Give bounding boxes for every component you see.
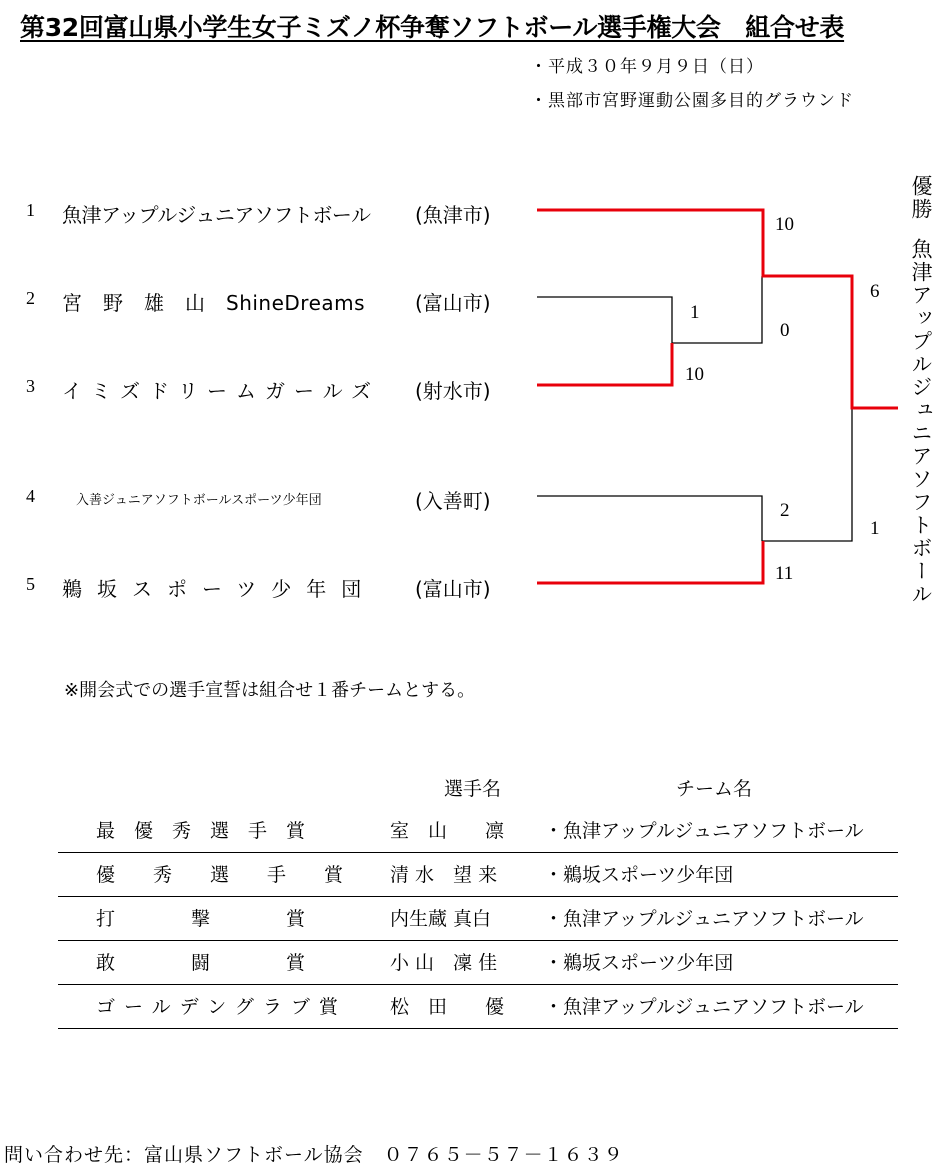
score-team3-round1: 10	[685, 364, 704, 385]
team-1-city: (魚津市)	[415, 203, 491, 227]
team-1-name: 魚津アップルジュニアソフトボール	[62, 203, 371, 227]
award-row	[58, 896, 898, 941]
award-row	[58, 940, 898, 985]
award-player: 内生蔵 真白	[390, 908, 492, 930]
champion-label: 優勝	[909, 175, 933, 221]
team-4-city: (入善町)	[415, 489, 491, 513]
winner-line-team5	[537, 541, 763, 583]
awards-header-player: 選手名	[444, 778, 502, 800]
event-venue: ・黒部市宮野運動公園多目的グラウンド	[530, 91, 854, 111]
team-3-number: 3	[26, 376, 35, 396]
winner-line-team3	[537, 343, 672, 385]
award-player: 小 山 凜 佳	[390, 952, 498, 974]
team-2-number: 2	[26, 288, 35, 308]
award-name: 優 秀 選 手 賞	[96, 864, 344, 886]
award-name: ゴールデングラブ賞	[96, 996, 347, 1018]
team-5-number: 5	[26, 574, 35, 594]
bracket-line-final-bottom	[762, 408, 852, 541]
award-player: 清 水 望 来	[390, 864, 498, 886]
team-4-name: 入善ジュニアソフトボールスポーツ少年団	[76, 493, 322, 508]
award-team: ・魚津アップルジュニアソフトボール	[544, 996, 864, 1018]
award-team: ・鵜坂スポーツ少年団	[544, 952, 734, 974]
award-team: ・魚津アップルジュニアソフトボール	[544, 908, 864, 930]
score-final-top: 6	[870, 281, 880, 302]
score-team1-semifinal: 10	[775, 214, 794, 235]
bracket-lines-red	[537, 210, 898, 583]
score-team5-semifinal: 11	[775, 563, 794, 584]
event-date: ・平成３０年９月９日（日）	[530, 57, 764, 77]
award-name: 敢 闘 賞	[96, 952, 306, 974]
team-4-number: 4	[26, 486, 35, 506]
award-team: ・鵜坂スポーツ少年団	[544, 864, 734, 886]
page-title: 第32回富山県小学生女子ミズノ杯争奪ソフトボール選手権大会 組合せ表	[20, 13, 845, 42]
award-row	[58, 852, 898, 897]
team-2-city: (富山市)	[415, 291, 491, 315]
bracket-line-team2	[537, 297, 672, 343]
team-1-number: 1	[26, 200, 35, 220]
team-3-name: イミズドリームガールズ	[62, 379, 380, 403]
score-final-bottom: 1	[870, 518, 880, 539]
champion-path-line	[537, 210, 898, 408]
award-name: 打 撃 賞	[96, 908, 306, 930]
awards-header-team: チーム名	[676, 778, 753, 800]
award-team: ・魚津アップルジュニアソフトボール	[544, 820, 864, 842]
champion-team: 魚津アップルジュニアソフトボール	[909, 238, 933, 606]
award-row	[58, 984, 898, 1029]
score-team3-semifinal: 0	[780, 320, 790, 341]
opening-ceremony-note: ※開会式での選手宣誓は組合せ１番チームとする。	[64, 680, 476, 701]
team-2-name: 宮 野 雄 山 ShineDreams	[62, 291, 366, 315]
award-player: 松 田 優	[390, 996, 505, 1018]
score-team2-round1: 1	[690, 302, 700, 323]
bracket-line-team4	[537, 496, 762, 541]
score-team4-semifinal: 2	[780, 500, 790, 521]
team-5-name: 鵜坂スポーツ少年団	[62, 577, 377, 601]
contact-footer: 問い合わせ先：富山県ソフトボール協会 ０７６５－５７－１６３９	[4, 1144, 624, 1166]
award-player: 室 山 凛	[390, 820, 505, 842]
team-3-city: (射水市)	[415, 379, 491, 403]
bracket-line-sf1-lower	[672, 276, 762, 343]
award-row	[58, 808, 898, 853]
team-5-city: (富山市)	[415, 577, 491, 601]
award-name: 最 優 秀 選 手 賞	[96, 820, 306, 842]
